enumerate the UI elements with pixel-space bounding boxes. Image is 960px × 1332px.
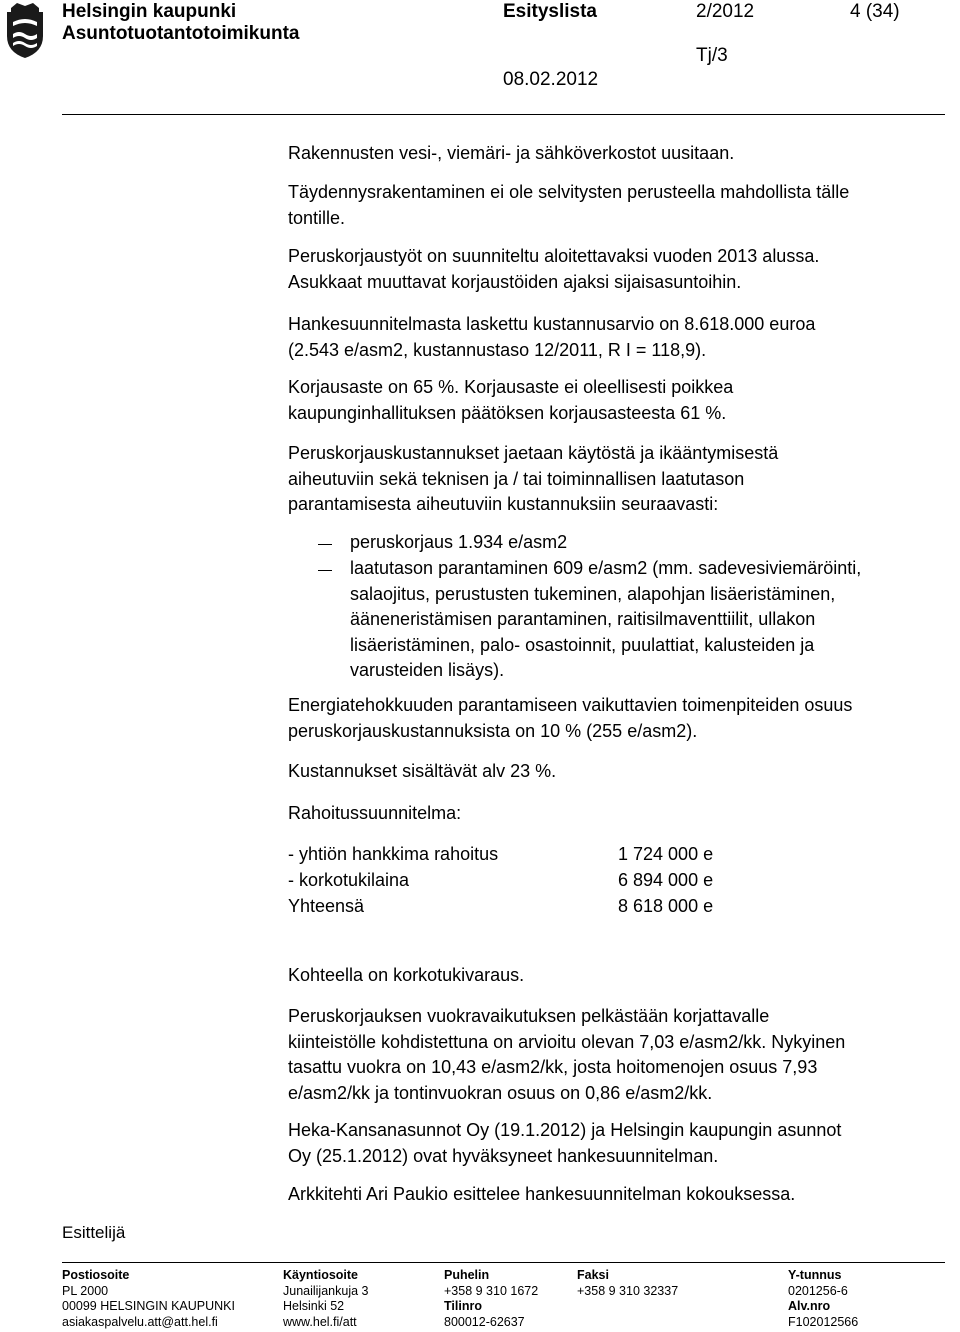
footer-phone xyxy=(444,1268,538,1330)
text-line: tasattu vuokra on 10,43 e/asm2/kk, josta hoitomenojen osuus 7,93 xyxy=(288,1057,818,1077)
unit-name: Asuntotuotantotoimikunta xyxy=(62,23,300,44)
text-line: Kohteella on korkotukivaraus. xyxy=(288,965,525,985)
footer-website: www.hel.fi/att xyxy=(283,1314,357,1329)
footer-email: asiakaspalvelu.att@att.hel.fi xyxy=(62,1314,218,1329)
text-line: tontille. xyxy=(288,207,346,228)
doc-type: Esityslista xyxy=(503,1,597,22)
footer-label: Y-tunnus xyxy=(788,1268,842,1282)
text-line: kiinteistölle kohdistettuna on arvioitu olevan 7,03 e/asm2/kk. Nykyinen xyxy=(288,1031,846,1052)
text-line: Hankesuunnitelmasta laskettu kustannusarvio on 8.618.000 euroa xyxy=(288,314,816,334)
footer-value: PL 2000 xyxy=(62,1283,109,1298)
text-line: lisäeristäminen, palo- osastoinnit, puulattiat, kalusteiden ja xyxy=(350,634,815,655)
paragraph-9 xyxy=(288,801,948,827)
footer-value: Junailijankuja 3 xyxy=(283,1283,369,1298)
paragraph-10 xyxy=(288,963,948,989)
paragraph-5 xyxy=(288,375,948,426)
page-number: 4 (34) xyxy=(850,1,900,22)
bullet-dash-icon xyxy=(318,570,332,571)
footer-value: F102012566 xyxy=(788,1314,859,1329)
text-line: Täydennysrakentaminen ei ole selvitysten perusteella mahdollista tälle xyxy=(288,182,850,202)
financing-label-total: Yhteensä xyxy=(288,896,365,916)
text-line: Peruskorjaustyöt on suunniteltu aloitettavaksi vuoden 2013 alussa. xyxy=(288,246,820,266)
footer-label: Postiosoite xyxy=(62,1268,130,1282)
footer-value: +358 9 310 32337 xyxy=(577,1283,679,1298)
paragraph-11 xyxy=(288,1004,948,1106)
text-line: Asukkaat muuttavat korjaustöiden ajaksi sijaisasuntoihin. xyxy=(288,271,742,292)
footer-value: +358 9 310 1672 xyxy=(444,1283,539,1298)
presenter-label: Esittelijä xyxy=(62,1223,126,1242)
text-line: Rahoitussuunnitelma: xyxy=(288,803,462,823)
footer-value: Helsinki 52 xyxy=(283,1299,345,1313)
financing-amount-2: 6 894 000 e xyxy=(618,870,714,890)
text-line: aiheutuviin sekä teknisen ja / tai toiminnallisen laatutason xyxy=(288,468,745,489)
text-line: Korjausaste on 65 %. Korjausaste ei oleellisesti poikkea xyxy=(288,377,734,397)
paragraph-4 xyxy=(288,312,948,363)
paragraph-2 xyxy=(288,180,948,231)
text-line: salaojitus, perustusten tukeminen, alapohjan lisäeristäminen, xyxy=(350,583,836,604)
financing-label-2: - korkotukilaina xyxy=(288,870,410,890)
text-line: varusteiden lisäys). xyxy=(350,660,505,680)
text-line: laatutason parantaminen 609 e/asm2 (mm. sadevesiviemäröinti, xyxy=(350,558,862,578)
text-line: Oy (25.1.2012) ovat hyväksyneet hankesuunnitelman. xyxy=(288,1145,719,1166)
text-line: Energiatehokkuuden parantamiseen vaikuttavien toimenpiteiden osuus xyxy=(288,695,853,715)
financing-amount-total: 8 618 000 e xyxy=(618,896,714,916)
text-line: Peruskorjauksen vuokravaikutuksen pelkästään korjattavalle xyxy=(288,1006,770,1026)
footer-value: 0201256-6 xyxy=(788,1283,848,1298)
footer-rule xyxy=(62,1262,945,1263)
paragraph-7 xyxy=(288,693,948,744)
text-line: Heka-Kansanasunnot Oy (19.1.2012) ja Helsingin kaupungin asunnot xyxy=(288,1120,842,1140)
paragraph-6 xyxy=(288,441,948,518)
paragraph-12 xyxy=(288,1118,948,1169)
org-name: Helsingin kaupunki xyxy=(62,1,237,22)
footer-postal xyxy=(62,1268,235,1330)
text-line: (2.543 e/asm2, kustannustaso 12/2011, R I = 118,9). xyxy=(288,339,707,360)
item-ref: Tj/3 xyxy=(696,45,728,66)
footer-fax xyxy=(577,1268,678,1299)
bullet-item-1 xyxy=(350,530,950,556)
text-line: ääneneristämisen parantaminen, raitisilmaventtiilit, ullakon xyxy=(350,609,816,629)
bullet-item-2 xyxy=(350,556,950,684)
footer-visit xyxy=(283,1268,368,1330)
footer-value: 800012-62637 xyxy=(444,1314,525,1329)
text-line: peruskorjaus 1.934 e/asm2 xyxy=(350,532,568,552)
text-line: parantamisesta aiheutuviin kustannuksiin seuraavasti: xyxy=(288,494,719,514)
header-rule xyxy=(62,114,945,115)
paragraph-8 xyxy=(288,759,948,785)
footer-value: 00099 HELSINGIN KAUPUNKI xyxy=(62,1299,235,1313)
text-line: Arkkitehti Ari Paukio esittelee hankesuunnitelman kokouksessa. xyxy=(288,1184,796,1204)
financing-label-1: - yhtiön hankkima rahoitus xyxy=(288,844,499,864)
footer-label: Puhelin xyxy=(444,1268,490,1282)
paragraph-1 xyxy=(288,141,948,167)
bullet-dash-icon xyxy=(318,544,332,545)
text-line: Rakennusten vesi-, viemäri- ja sähköverkostot uusitaan. xyxy=(288,143,735,163)
paragraph-3 xyxy=(288,244,948,295)
text-line: Peruskorjauskustannukset jaetaan käytöstä ja ikääntymisestä xyxy=(288,443,779,463)
paragraph-13 xyxy=(288,1182,948,1208)
meeting-date: 08.02.2012 xyxy=(503,69,599,90)
meeting-number: 2/2012 xyxy=(696,1,755,22)
text-line: Kustannukset sisältävät alv 23 %. xyxy=(288,761,557,781)
text-line: kaupunginhallituksen päätöksen korjausasteesta 61 %. xyxy=(288,402,727,423)
footer-label: Faksi xyxy=(577,1268,609,1282)
financing-amount-1: 1 724 000 e xyxy=(618,844,714,864)
footer-label: Tilinro xyxy=(444,1299,482,1313)
footer-label: Käyntiosoite xyxy=(283,1268,359,1282)
footer-business-id xyxy=(788,1268,858,1330)
helsinki-crest-icon xyxy=(2,2,48,60)
footer-label: Alv.nro xyxy=(788,1299,831,1313)
text-line: peruskorjauskustannuksista on 10 % (255 e/asm2). xyxy=(288,720,698,741)
text-line: e/asm2/kk ja tontinvuokran osuus on 0,86 e/asm2/kk. xyxy=(288,1082,713,1103)
